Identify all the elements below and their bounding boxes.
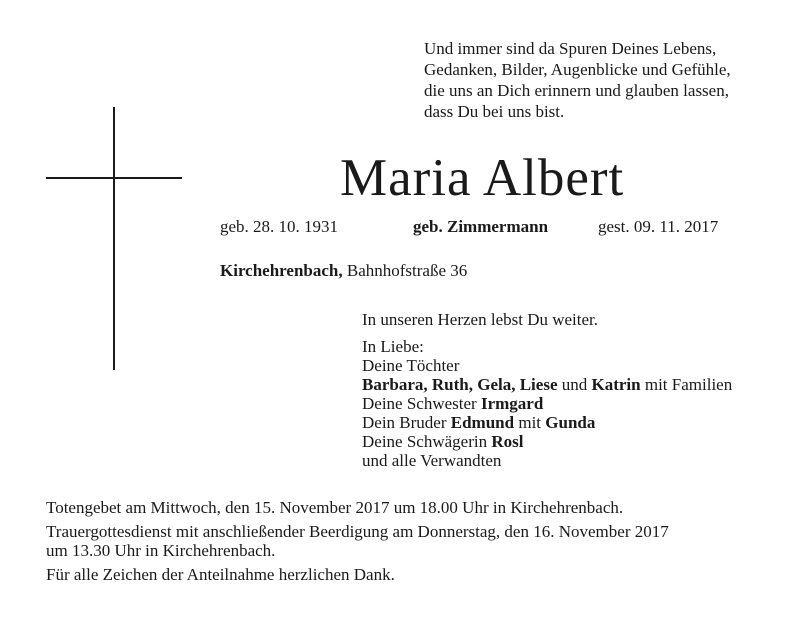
address-city: Kirchehrenbach,	[220, 261, 343, 280]
daughters-line	[362, 375, 732, 394]
maiden-name: geb. Zimmermann	[413, 217, 549, 236]
brother-partner-name: Gunda	[545, 413, 596, 432]
mourners-intro: In Liebe:	[362, 337, 424, 356]
sister-name: Irmgard	[480, 394, 544, 413]
funeral-service-line: Trauergottesdienst mit anschließender Beerdigung am Donnerstag, den 16. November 2017	[46, 522, 669, 541]
sister-in-law-name: Rosl	[491, 432, 524, 451]
sister-in-law-label: Deine Schwägerin	[362, 432, 488, 451]
poem-line: Und immer sind da Spuren Deines Lebens,	[424, 39, 717, 58]
relatives-line: und alle Verwandten	[362, 451, 502, 470]
brother-with: mit	[518, 413, 542, 432]
daughters-and: und	[561, 375, 588, 394]
poem-line: Gedanken, Bilder, Augenblicke und Gefühle,	[424, 60, 731, 79]
funeral-service-line: um 13.30 Uhr in Kirchehrenbach.	[46, 541, 276, 560]
death-date: gest. 09. 11. 2017	[598, 217, 719, 236]
funeral-service-notice	[46, 522, 669, 560]
prayer-notice: Totengebet am Mittwoch, den 15. November 2017 um 18.00 Uhr in Kirchehrenbach.	[46, 498, 624, 517]
daughters-label: Deine Töchter	[362, 356, 460, 375]
poem-line: die uns an Dich erinnern und glauben lassen,	[424, 81, 729, 100]
deceased-name: Maria Albert	[340, 149, 625, 207]
poem-line: dass Du bei uns bist.	[424, 102, 565, 121]
cross-vertical-bar	[113, 107, 115, 370]
daughters-suffix: mit Familien	[644, 375, 733, 394]
sister-label: Deine Schwester	[362, 394, 477, 413]
sister-in-law-line	[362, 432, 732, 451]
cross-horizontal-bar	[46, 177, 182, 179]
thanks-notice: Für alle Zeichen der Anteilnahme herzlichen Dank.	[46, 565, 395, 584]
address	[220, 260, 467, 282]
birth-date: geb. 28. 10. 1931	[220, 217, 339, 236]
mourners-list	[362, 337, 732, 470]
brother-label: Dein Bruder	[362, 413, 447, 432]
brother-line	[362, 413, 732, 432]
brother-name: Edmund	[450, 413, 515, 432]
memorial-poem	[424, 38, 731, 122]
sister-line	[362, 394, 732, 413]
daughters-names: Barbara, Ruth, Gela, Liese	[362, 375, 558, 394]
daughters-last-name: Katrin	[591, 375, 641, 394]
address-street: Bahnhofstraße 36	[346, 261, 468, 280]
motto: In unseren Herzen lebst Du weiter.	[362, 310, 599, 329]
service-notices	[46, 498, 669, 589]
